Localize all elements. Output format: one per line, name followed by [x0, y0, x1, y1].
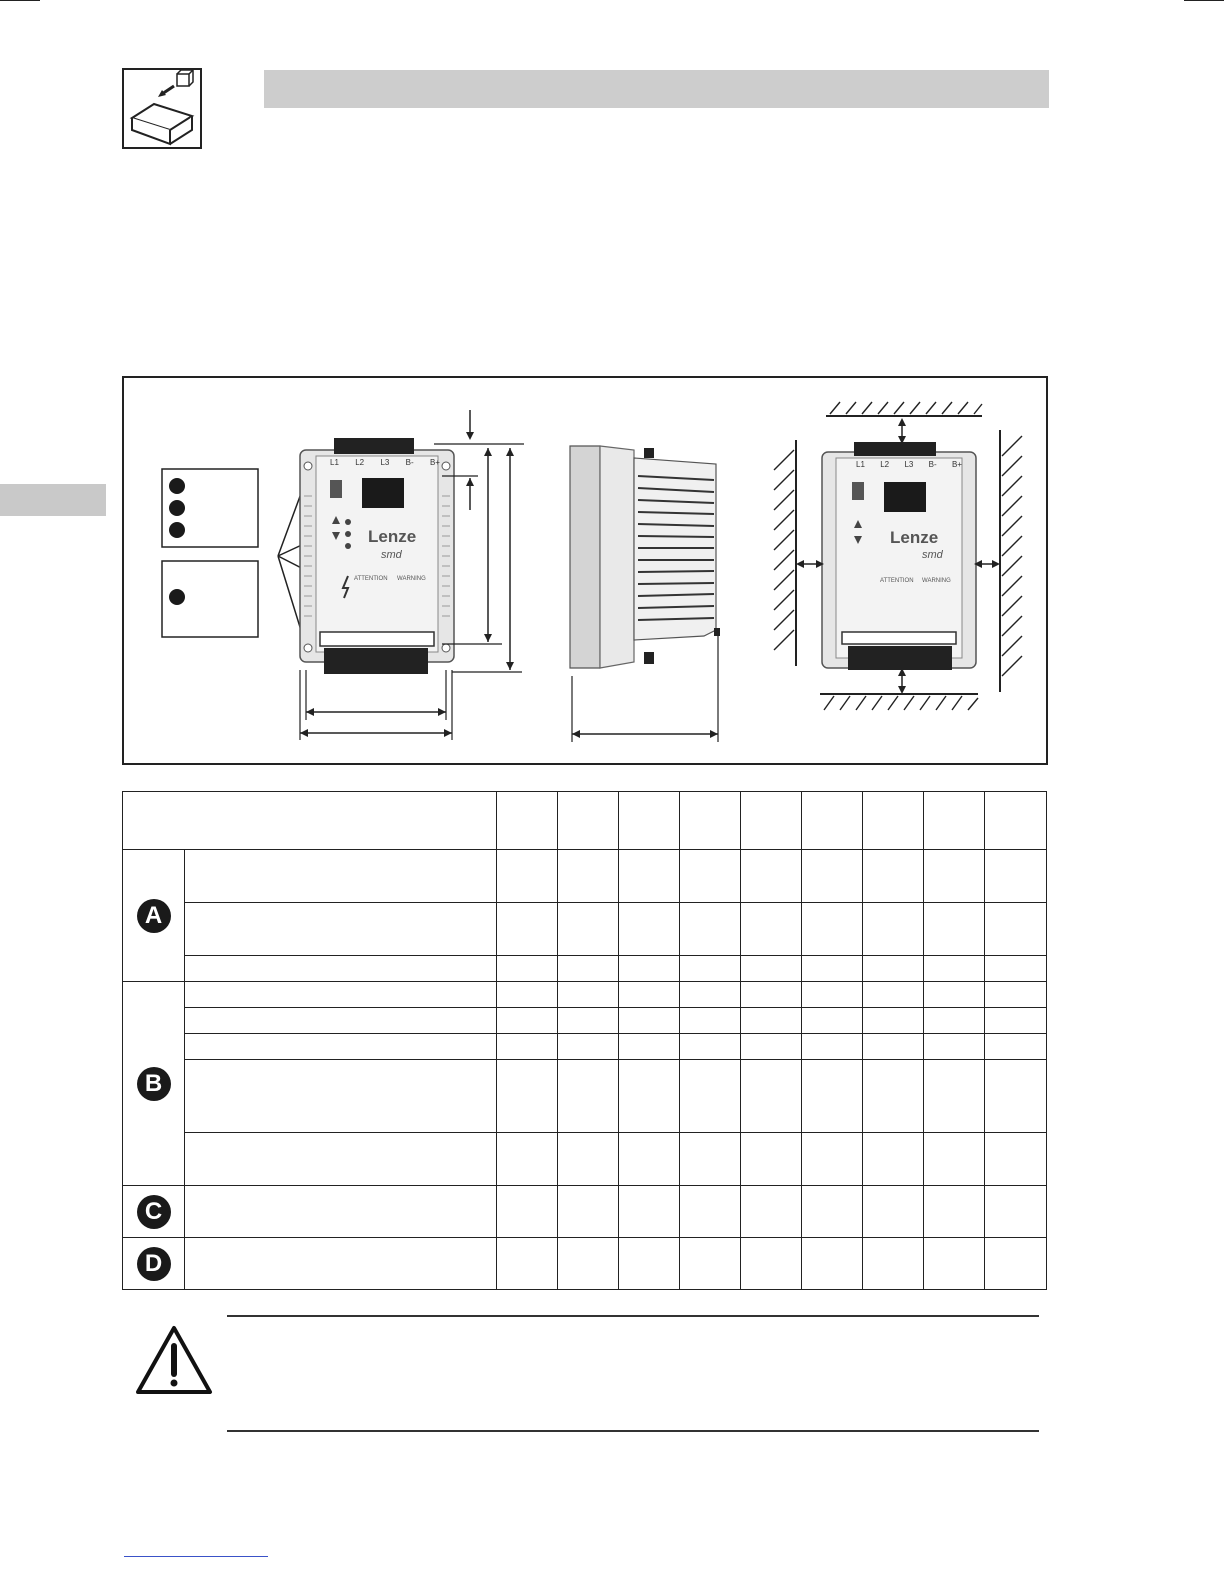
table-row [123, 903, 1047, 956]
header-cell [558, 792, 619, 850]
warning-bottom-rule [227, 1430, 1039, 1432]
group-a-cell [123, 850, 185, 982]
clearance-attention-label: ATTENTION [880, 578, 914, 584]
footer-link-underline[interactable] [124, 1556, 268, 1557]
terminal-l3: L3 [380, 458, 390, 467]
chapter-side-tab [0, 484, 106, 516]
warning-top-rule [227, 1315, 1039, 1317]
warning-triangle-icon [134, 1324, 214, 1396]
legend-dot-3 [169, 522, 185, 538]
crop-mark-left [0, 0, 40, 1]
header-cell [497, 792, 558, 850]
clearance-brand-logo: Lenze [890, 528, 939, 547]
terminal-l1: L1 [330, 458, 339, 467]
header-cell [863, 792, 924, 850]
table-row [123, 956, 1047, 982]
crop-mark-right [1184, 0, 1224, 1]
legend-dot-1 [169, 478, 185, 494]
table-row [123, 1186, 1047, 1238]
front-warning-label: WARNING [397, 576, 426, 582]
legend-box-bottom [161, 560, 259, 638]
front-attention-label: ATTENTION [354, 576, 388, 582]
front-brand-logo: Lenze [368, 527, 417, 546]
clearance-model-logo: smd [922, 549, 943, 561]
table-header-row [123, 792, 1047, 850]
header-cell [802, 792, 863, 850]
device-side-view [564, 440, 726, 744]
front-model-logo: smd [381, 549, 402, 561]
table-row [123, 1238, 1047, 1290]
legend-dot-4 [169, 589, 185, 605]
group-c-badge: C [137, 1195, 171, 1229]
group-d-badge: D [137, 1247, 171, 1281]
terminal-l2: L2 [355, 458, 365, 467]
clearance-terminal-l2: L2 [880, 460, 890, 469]
header-label-cell [123, 792, 497, 850]
terminal-b-plus: B+ [429, 458, 440, 467]
group-b-badge: B [137, 1067, 171, 1101]
legend-box-top [161, 468, 259, 548]
table-row [123, 1008, 1047, 1034]
header-cell [924, 792, 985, 850]
clearance-terminal-l1: L1 [856, 460, 865, 469]
clearance-warning-label: WARNING [922, 578, 951, 584]
installation-icon [122, 68, 202, 150]
clearance-terminal-b-minus: B- [928, 460, 937, 469]
section-title-bar [264, 70, 1049, 108]
clearance-view [768, 396, 1032, 726]
table-row [123, 1060, 1047, 1133]
clearance-terminal-l3: L3 [904, 460, 914, 469]
table-row [123, 850, 1047, 903]
clearance-top-terminal-labels [856, 460, 962, 469]
dimension-spec-table [122, 791, 1047, 1290]
table-row [123, 982, 1047, 1008]
group-a-badge: A [137, 899, 171, 933]
terminal-b-minus: B- [405, 458, 414, 467]
group-c-cell [123, 1186, 185, 1238]
header-cell [619, 792, 680, 850]
clearance-terminal-b-plus: B+ [951, 460, 962, 469]
table-row [123, 1034, 1047, 1060]
group-b-cell [123, 982, 185, 1186]
front-dimension-lines [292, 408, 532, 748]
header-cell [680, 792, 741, 850]
header-cell [985, 792, 1047, 850]
group-d-cell [123, 1238, 185, 1290]
table-row [123, 1133, 1047, 1186]
legend-dot-2 [169, 500, 185, 516]
header-cell [741, 792, 802, 850]
